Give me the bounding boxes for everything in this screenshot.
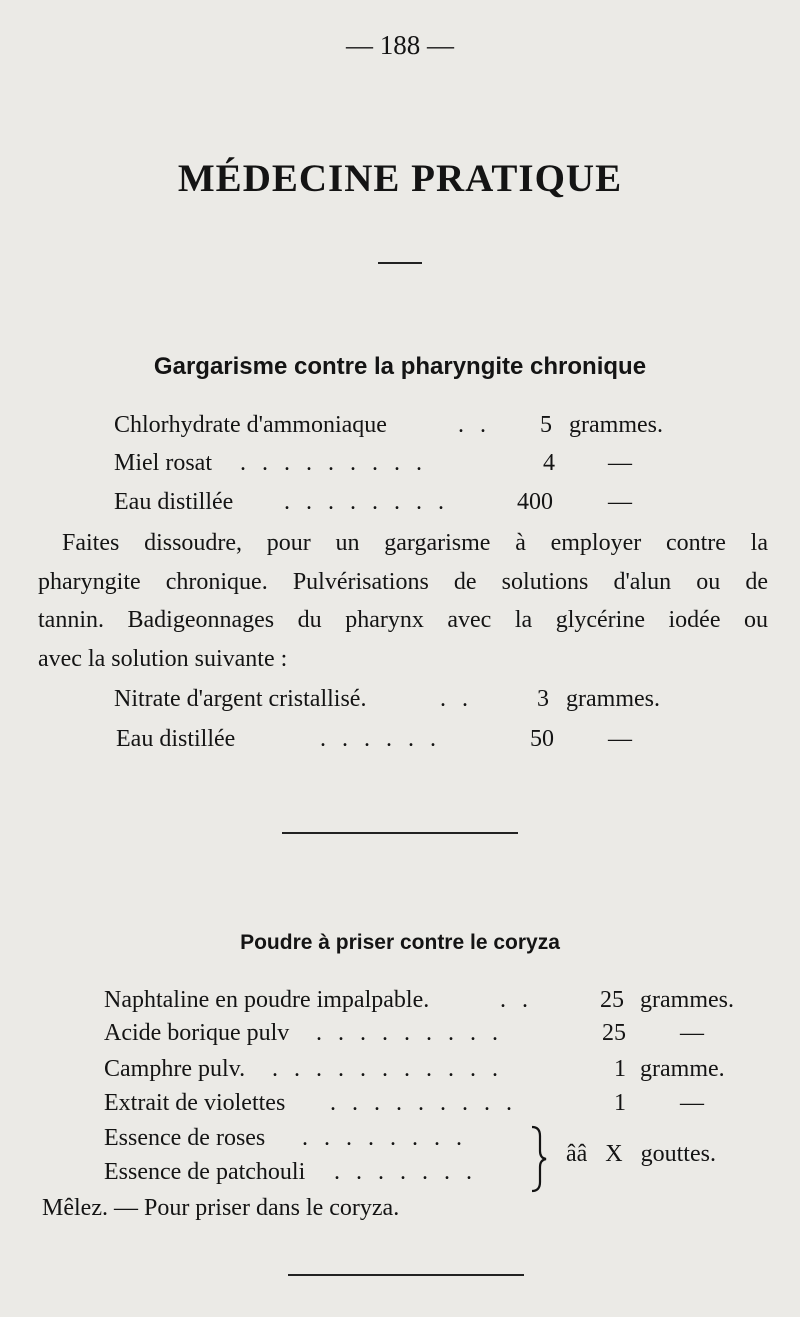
paragraph-line: tannin. Badigeonnages du pharynx avec la glycérine iodée ou <box>38 607 768 633</box>
ingredient-name: Essence de patchouli <box>104 1159 306 1185</box>
ingredient-quantity: 25 <box>600 987 624 1013</box>
ingredient-quantity: 4 <box>543 450 555 476</box>
leader-dots: . . <box>440 686 473 712</box>
page-title: MÉDECINE PRATIQUE <box>177 157 623 200</box>
ingredient-unit: — <box>608 489 632 515</box>
brace-quantity: ââ X gouttes. <box>566 1141 716 1167</box>
ingredient-unit: — <box>608 726 632 752</box>
ingredient-name: Extrait de violettes <box>104 1090 286 1116</box>
leader-dots: . . . . . . . <box>334 1159 477 1185</box>
leader-dots: . . . . . . . . . <box>330 1090 517 1116</box>
ingredient-unit: — <box>680 1020 704 1046</box>
leader-dots: . . <box>458 412 491 438</box>
ingredient-name: Miel rosat <box>114 450 212 476</box>
paragraph-line: avec la solution suivante : <box>38 646 288 672</box>
ingredient-quantity: 25 <box>602 1020 626 1046</box>
title-divider <box>378 262 422 264</box>
ingredient-unit: — <box>608 450 632 476</box>
paragraph-line: pharyngite chronique. Pulvérisations de solutions d'alun ou de <box>38 569 768 595</box>
ingredient-name: Camphre pulv. <box>104 1056 246 1082</box>
ingredient-unit: grammes. <box>569 412 663 438</box>
ingredient-name: Chlorhydrate d'ammoniaque <box>114 412 387 438</box>
right-brace-icon <box>526 1124 550 1194</box>
paragraph-line: Faites dissoudre, pour un gargarisme à employer contre la <box>62 530 768 556</box>
ingredient-quantity: 5 <box>540 412 552 438</box>
leader-dots: . . . . . . . . . <box>240 450 427 476</box>
leader-dots: . . . . . . . . <box>284 489 449 515</box>
leader-dots: . . . . . . <box>320 726 441 752</box>
ingredient-name: Eau distillée <box>114 489 234 515</box>
section-heading-poudre: Poudre à priser contre le coryza <box>240 931 560 954</box>
ingredient-name: Acide borique pulv <box>104 1020 290 1046</box>
ingredient-unit: gramme. <box>640 1056 725 1082</box>
ingredient-quantity: 1 <box>614 1090 626 1116</box>
section-divider <box>282 832 518 834</box>
ingredient-name: Naphtaline en poudre impalpable. <box>104 987 430 1013</box>
ingredient-name: Essence de roses <box>104 1125 266 1151</box>
leader-dots: . . . . . . . . . . . <box>272 1056 503 1082</box>
ingredient-unit: — <box>680 1090 704 1116</box>
leader-dots: . . . . . . . . <box>302 1125 467 1151</box>
leader-dots: . . . . . . . . . <box>316 1020 503 1046</box>
section-heading-gargarisme: Gargarisme contre la pharyngite chronique <box>153 353 647 380</box>
ingredient-quantity: 400 <box>517 489 553 515</box>
ingredient-quantity: 1 <box>614 1056 626 1082</box>
leader-dots: . . <box>500 987 533 1013</box>
ingredient-unit: grammes. <box>566 686 660 712</box>
bottom-divider <box>288 1274 524 1276</box>
ingredient-unit: grammes. <box>640 987 734 1013</box>
ingredient-quantity: 3 <box>537 686 549 712</box>
ingredient-name: Nitrate d'argent cristallisé. <box>114 686 367 712</box>
ingredient-quantity: 50 <box>530 726 554 752</box>
ingredient-name: Eau distillée <box>116 726 236 752</box>
closing-instruction: Mêlez. — Pour priser dans le coryza. <box>42 1195 400 1221</box>
page-number: — 188 — <box>346 30 454 60</box>
